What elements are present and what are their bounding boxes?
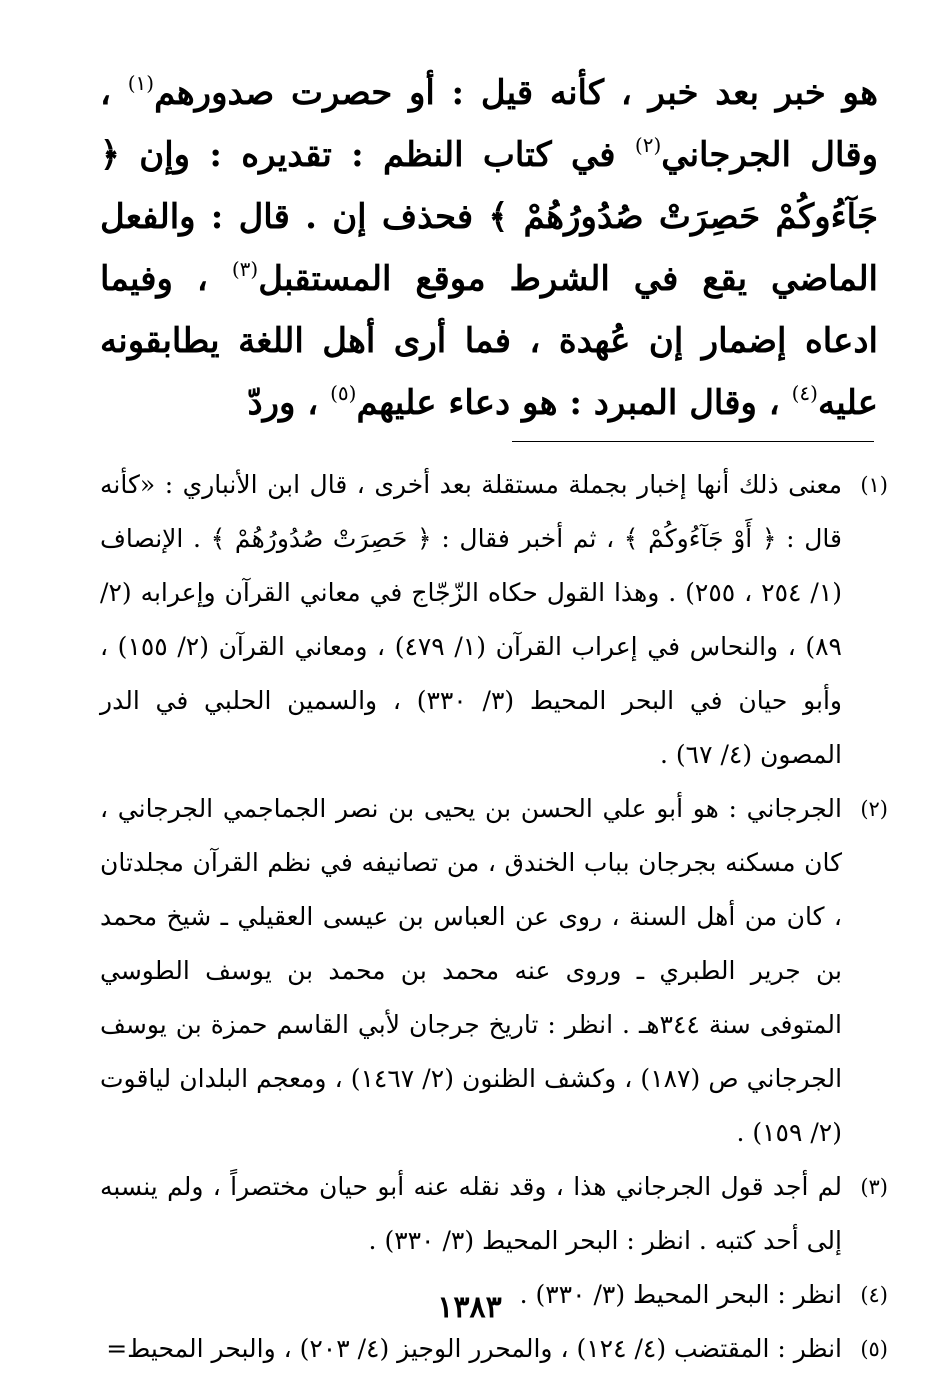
main-segment: فحذف إن . قال : والفعل الماضي يقع في الشرط موقع المستقبل xyxy=(100,197,879,299)
footnote-number: (٢) xyxy=(860,797,888,821)
main-segment: ، وقال الجرجاني xyxy=(100,73,878,175)
footnote-ref: (٢) xyxy=(634,133,662,157)
main-segment: في كتاب النظم : تقديره : وإن xyxy=(139,135,616,175)
main-text xyxy=(100,62,878,434)
footnote-text: الجرجاني : هو أبو علي الحسن بن يحيى بن نصر الجماجمي الجرجاني ، كان مسكنه بجرجان بباب الخندق ، من تصانيفه في نظم القرآن مجلدتان ، كان من أهل السنة ، روى عن العباس بن عيسى العقيلي ـ شيخ محمد بن جرير الطبري ـ وروى عنه محمد بن محمد بن يوسف الطوسي المتوفى سنة ٣٤٤هـ . انظر : تاريخ جرجان لأبي القاسم حمزة بن يوسف الجرجاني ص (١٨٧) ، وكشف الظنون (٢/ ١٤٦٧) ، ومعجم البلدان لياقوت (٢/ ١٥٩) . xyxy=(100,794,843,1147)
footnote-ref: (٥) xyxy=(330,381,357,405)
main-segment: ، وفيما ادعاه إضمار إن عُهدة ، فما أرى أهل اللغة يطابقونه عليه xyxy=(100,259,878,423)
main-segment: ، وقال المبرد : هو دعاء عليهم xyxy=(356,383,780,423)
footnote-ref: (٤) xyxy=(791,381,818,405)
page-number: ١٣٨٣ xyxy=(437,1290,502,1325)
footnote-ref: (١) xyxy=(127,71,155,95)
main-paragraph xyxy=(100,62,878,434)
quran-quote: ﴿ جَآءُوكُمْ حَصِرَتْ صُدُورُهُمْ ﴾ xyxy=(100,135,878,237)
footnotes xyxy=(100,458,888,1376)
footnote-number: (٤) xyxy=(860,1283,888,1307)
footnote-3 xyxy=(100,1160,888,1268)
footnote-number: (٥) xyxy=(860,1337,888,1361)
footnote-5 xyxy=(100,1322,888,1376)
footnote-text: معنى ذلك أنها إخبار بجملة مستقلة بعد أخرى ، قال ابن الأنباري : «كأنه قال : ﴿ أَوْ جَآءُوكُمْ ﴾ ، ثم أخبر فقال : ﴿ حَصِرَتْ صُدُورُهُمْ ﴾ . الإنصاف (١/ ٢٥٤ ، ٢٥٥) . وهذا القول حكاه الزّجّاج في معاني القرآن وإعرابه (٢/ ٨٩) ، والنحاس في إعراب القرآن (١/ ٤٧٩) ، ومعاني القرآن (٢/ ١٥٥) ، وأبو حيان في البحر المحيط (٣/ ٣٣٠) ، والسمين الحلبي في الدر المصون (٤/ ٦٧) . xyxy=(100,470,843,769)
footnote-2 xyxy=(100,782,888,1160)
footnote-ref: (٣) xyxy=(231,257,259,281)
footnote-number: (٣) xyxy=(860,1175,888,1199)
footnote-number: (١) xyxy=(860,473,888,497)
main-segment: ، وردّ xyxy=(247,383,319,423)
main-segment: هو خبر بعد خبر ، كأنه قيل : أو حصرت صدورهم xyxy=(154,73,879,113)
footnote-text: انظر : البحر المحيط (٣/ ٣٣٠) . xyxy=(519,1280,842,1309)
footnote-1 xyxy=(100,458,888,782)
footnote-separator xyxy=(512,441,874,442)
footnote-text: انظر : المقتضب (٤/ ١٢٤) ، والمحرر الوجيز (٤/ ٢٠٣) ، والبحر المحيط= xyxy=(106,1334,842,1363)
footnote-text: لم أجد قول الجرجاني هذا ، وقد نقله عنه أبو حيان مختصراً ، ولم ينسبه إلى أحد كتبه . انظر : البحر المحيط (٣/ ٣٣٠) . xyxy=(100,1172,842,1255)
